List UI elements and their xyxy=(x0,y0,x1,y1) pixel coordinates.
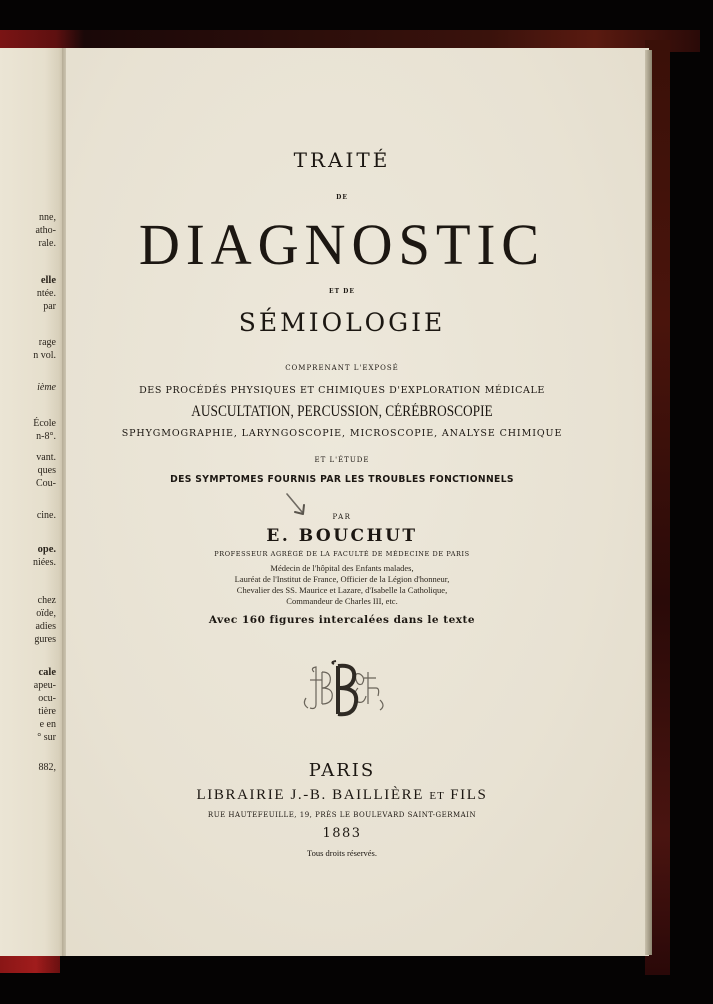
par-label: PAR xyxy=(332,513,352,521)
left-page-text-fragment: École xyxy=(33,418,56,429)
left-page-text-fragment: ° sur xyxy=(37,732,56,743)
title-page xyxy=(66,48,649,956)
publication-city: PARIS xyxy=(308,760,376,781)
left-page-text-fragment: e en xyxy=(39,719,56,730)
left-page-text-fragment: ques xyxy=(37,465,56,476)
left-page xyxy=(0,48,64,956)
publication-year: 1883 xyxy=(322,826,362,841)
publisher-fils: FILS xyxy=(450,787,488,803)
book-binding-bottom xyxy=(0,955,60,973)
left-page-text-fragment: ième xyxy=(37,382,56,393)
author-name: E. BOUCHUT xyxy=(266,526,418,546)
rights-notice: Tous droits réservés. xyxy=(307,848,377,858)
left-page-text-fragment: ntée. xyxy=(36,288,56,299)
comprenant-line: COMPRENANT L'EXPOSÉ xyxy=(285,364,399,372)
left-page-text-fragment: n vol. xyxy=(33,350,56,361)
left-page-text-fragment: 882, xyxy=(38,762,56,773)
left-page-text-fragment: atho- xyxy=(35,225,56,236)
publisher-et: ET xyxy=(429,790,445,802)
sphygmo-line: SPHYGMOGRAPHIE, LARYNGOSCOPIE, MICROSCOPIE, ANALYSE CHIMIQUE xyxy=(121,428,563,439)
left-page-text-fragment: niées. xyxy=(32,557,56,568)
page-edge xyxy=(645,50,652,955)
left-page-text-fragment: Cou- xyxy=(36,478,56,489)
author-credit: Médecin de l'hôpital des Enfants malades, xyxy=(270,563,414,573)
left-page-text-fragment: n-8°. xyxy=(36,431,56,442)
left-page-text-fragment: chez xyxy=(37,595,56,606)
figures-note: Avec 160 figures intercalées dans le texte xyxy=(208,614,476,626)
left-page-text-fragment: cale xyxy=(38,667,56,678)
publisher-monogram-icon xyxy=(300,658,388,720)
publisher-main: LIBRAIRIE J.-B. BAILLIÈRE xyxy=(196,787,425,803)
left-page-text-fragment: tière xyxy=(38,706,56,717)
left-page-text-fragment: rage xyxy=(38,337,56,348)
title-et-de: ET DE xyxy=(329,288,355,295)
left-page-text-fragment: cine. xyxy=(36,510,56,521)
procedes-line: DES PROCÉDÉS PHYSIQUES ET CHIMIQUES D'EXPLORATION MÉDICALE xyxy=(139,385,545,396)
left-page-text-fragment: adies xyxy=(35,621,56,632)
auscultation-line: AUSCULTATION, PERCUSSION, CÉRÉBROSCOPIE xyxy=(191,403,493,420)
left-page-text-fragment: oïde, xyxy=(36,608,56,619)
left-page-text-fragment: gures xyxy=(34,634,56,645)
left-page-text-fragment: apeu- xyxy=(33,680,56,691)
left-page-text-fragment: vant. xyxy=(36,452,56,463)
left-page-text-fragment: elle xyxy=(40,275,56,286)
publisher-name xyxy=(66,787,618,804)
left-page-text-fragment: nne, xyxy=(39,212,56,223)
left-page-text-fragment: ocu- xyxy=(38,693,56,704)
main-title: DIAGNOSTIC xyxy=(138,212,546,277)
et-letude-line: ET L'ÉTUDE xyxy=(314,456,370,464)
author-title: PROFESSEUR AGRÉGÉ DE LA FACULTÉ DE MÉDECINE DE PARIS xyxy=(214,550,470,558)
left-page-text-fragment: ope. xyxy=(37,544,56,555)
author-credit: Lauréat de l'Institut de France, Officier de la Légion d'honneur, xyxy=(234,574,450,584)
author-credit: Commandeur de Charles III, etc. xyxy=(286,596,398,606)
left-page-text-fragment: par xyxy=(43,301,56,312)
author-credit: Chevalier des SS. Maurice et Lazare, d'Isabelle la Catholique, xyxy=(236,585,448,595)
title-de: DE xyxy=(336,194,348,201)
subtitle: SÉMIOLOGIE xyxy=(238,308,446,337)
title-traite: TRAITÉ xyxy=(293,148,391,172)
left-page-text-fragment: rale. xyxy=(38,238,56,249)
symptomes-line: DES SYMPTOMES FOURNIS PAR LES TROUBLES FONCTIONNELS xyxy=(170,474,514,485)
publisher-address: RUE HAUTEFEUILLE, 19, PRÈS LE BOULEVARD SAINT-GERMAIN xyxy=(207,811,477,819)
